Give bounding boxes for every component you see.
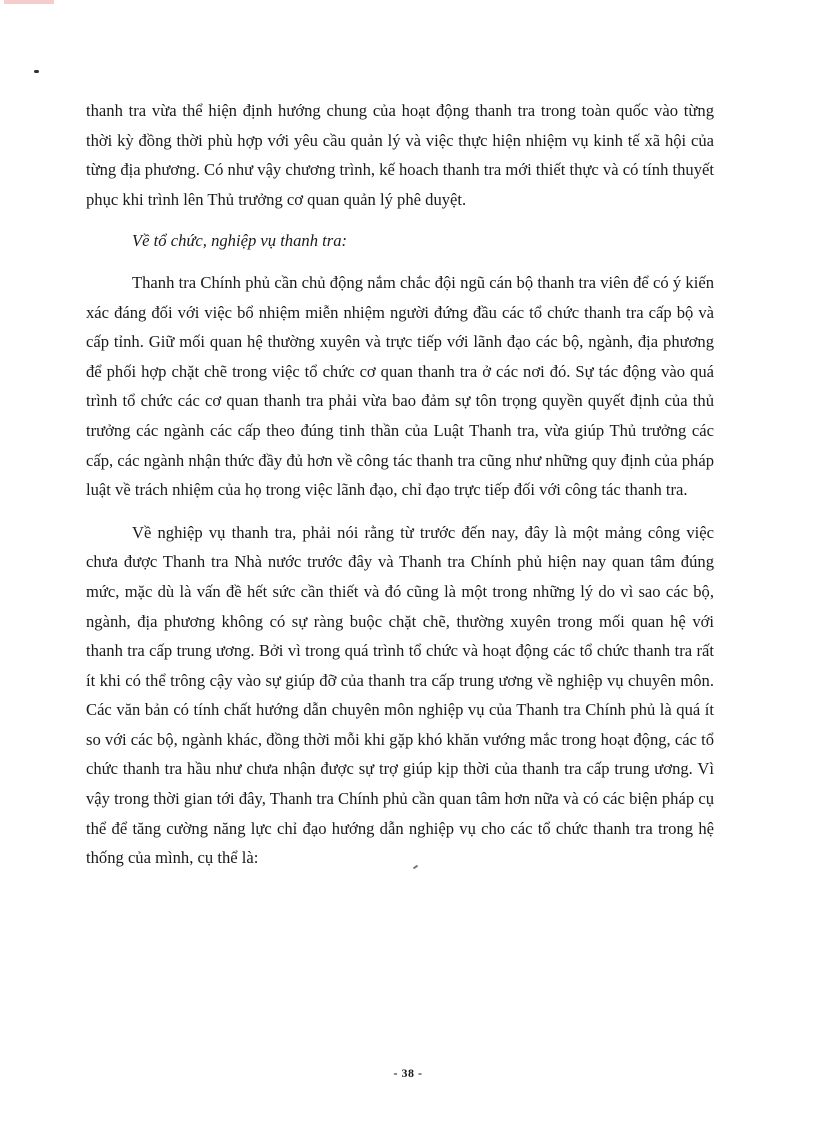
scan-corner-mark	[4, 0, 54, 4]
section-heading-organization: Về tổ chức, nghiệp vụ thanh tra:	[132, 231, 348, 251]
paragraph-continuation: thanh tra vừa thể hiện định hướng chung của hoạt động thanh tra trong toàn quốc vào từng thời kỳ đồng thời phù hợp với yêu cầu quản lý và việc thực hiện nhiệm vụ kinh tế xã hội của từng địa phương. Có như vậy chương trình, kế hoach thanh tra mới thiết thực và có tính thuyết phục khi trình lên Thủ trưởng cơ quan quản lý phê duyệt.	[86, 101, 714, 209]
page-number: - 38 -	[393, 1066, 423, 1080]
paragraph-organization: Thanh tra Chính phủ cần chủ động nắm chắc đội ngũ cán bộ thanh tra viên để có ý kiến xác đáng đối với việc bổ nhiệm miễn nhiệm người đứng đầu các tổ chức thanh tra cấp bộ và cấp tỉnh. Giữ mối quan hệ thường xuyên và trực tiếp với lãnh đạo các bộ, ngành, địa phương để phối hợp chặt chẽ trong việc tổ chức cơ quan thanh tra ở các nơi đó. Sự tác động vào quá trình tổ chức các cơ quan thanh tra phải vừa bao đảm sự tôn trọng quyền quyết định của thủ trưởng các ngành các cấp theo đúng tinh thần của Luật Thanh tra, vừa giúp Thủ trưởng các cấp, các ngành nhận thức đầy đủ hơn về công tác thanh tra cũng như những quy định của pháp luật về trách nhiệm của họ trong việc lãnh đạo, chỉ đạo trực tiếp đối với công tác thanh tra.	[86, 272, 714, 500]
page-body	[86, 96, 714, 873]
scan-speck	[34, 70, 39, 73]
paragraph-professional-skills: Về nghiệp vụ thanh tra, phải nói rằng từ trước đến nay, đây là một mảng công việc chưa được Thanh tra Nhà nước trước đây và Thanh tra Chính phủ hiện nay quan tâm đúng mức, mặc dù là vấn đề hết sức cần thiết và đó cũng là một trong những lý do vì sao các bộ, ngành, địa phương không có sự ràng buộc chặt chẽ, thường xuyên trong mối quan hệ với thanh tra cấp trung ương. Bởi vì trong quá trình tổ chức và hoạt động các tổ chức thanh tra rất ít khi có thể trông cậy vào sự giúp đỡ của thanh tra cấp trung ương về nghiệp vụ chuyên môn. Các văn bản có tính chất hướng dẫn chuyên môn nghiệp vụ của Thanh tra Chính phủ là quá ít so với các bộ, ngành khác, đồng thời mỗi khi gặp khó khăn vướng mắc trong hoạt động, các tổ chức thanh tra hầu như chưa nhận được sự trợ giúp kịp thời của thanh tra cấp trung ương. Vì vậy trong thời gian tới đây, Thanh tra Chính phủ cần quan tâm hơn nữa và có các biện pháp cụ thể để tăng cường năng lực chỉ đạo hướng dẫn nghiệp vụ cho các tổ chức thanh tra trong hệ thống của mình, cụ thể là:	[86, 522, 714, 868]
